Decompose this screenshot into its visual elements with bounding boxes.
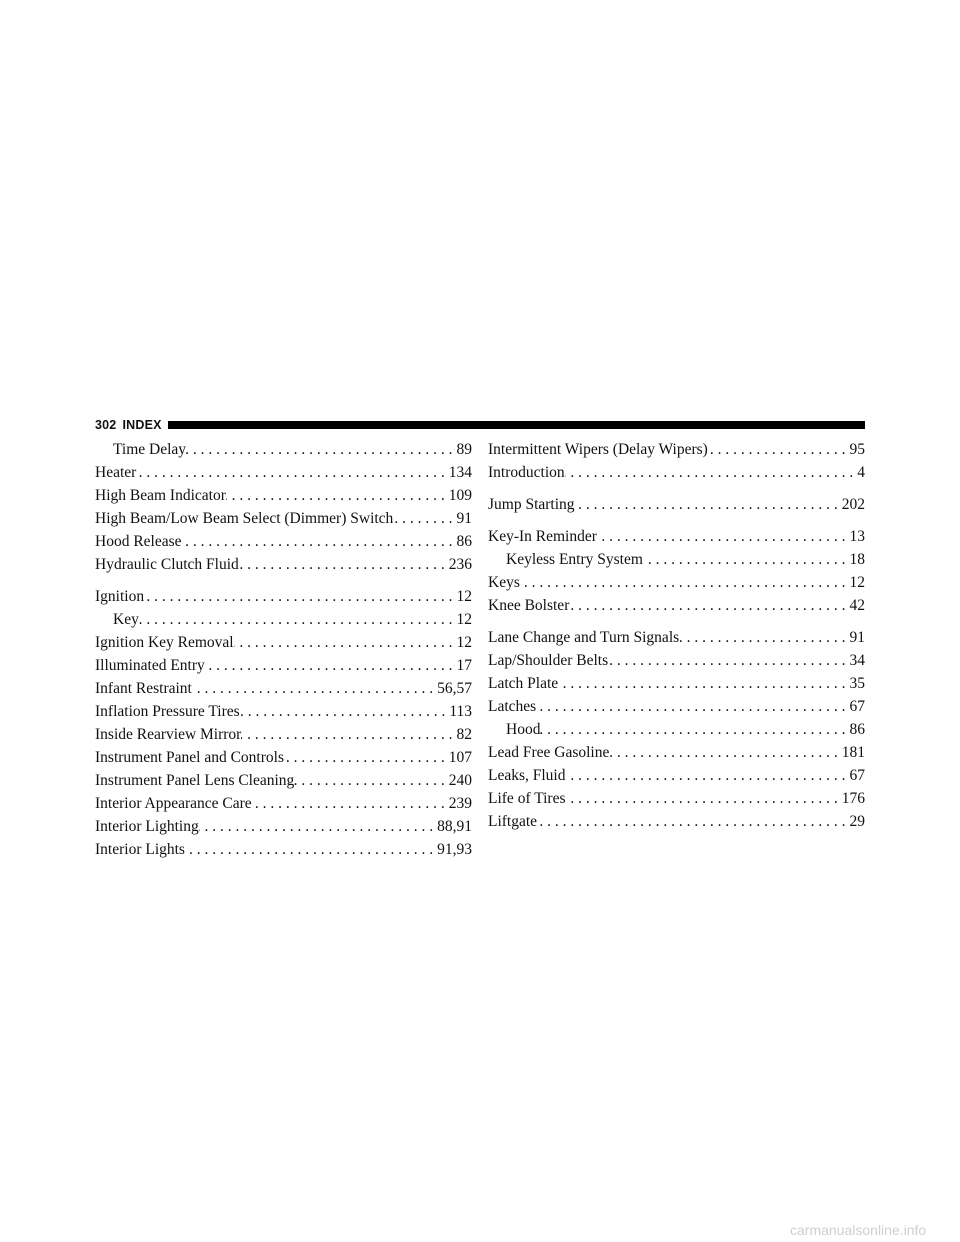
- index-entry: [488, 695, 865, 718]
- dot-leader: [144, 585, 456, 608]
- index-entry: [488, 649, 865, 672]
- index-subentry: [488, 548, 865, 571]
- entry-page-number: 240: [448, 772, 472, 789]
- entry-term: Key-In Reminder: [488, 528, 597, 545]
- entry-page-number: 34: [849, 652, 865, 669]
- index-entry: [95, 553, 472, 576]
- entry-term: Interior Lights: [95, 841, 185, 858]
- dot-leader: [234, 631, 457, 654]
- entry-page-number: 107: [448, 749, 472, 766]
- entry-gap: [95, 576, 472, 585]
- entry-page-number: 86: [456, 533, 472, 550]
- dot-leader: [186, 438, 456, 461]
- entry-term: Inside Rearview Mirror: [95, 726, 242, 743]
- entry-page-number: 4: [857, 464, 865, 481]
- entry-page-number: 91,93: [437, 841, 472, 858]
- entry-page-number: 91: [849, 629, 865, 646]
- index-entry: [488, 764, 865, 787]
- index-entry: [488, 438, 865, 461]
- entry-page-number: 113: [449, 703, 472, 720]
- index-entry: [488, 461, 865, 484]
- dot-leader: [393, 507, 456, 530]
- entry-term: Infant Restraint: [95, 680, 192, 697]
- entry-page-number: 176: [841, 790, 865, 807]
- entry-term: Ignition Key Removal: [95, 634, 234, 651]
- entry-term: Lane Change and Turn Signals: [488, 629, 680, 646]
- watermark[interactable]: carmanualsonline.info: [790, 1222, 927, 1238]
- dot-leader: [241, 723, 456, 746]
- section-title: INDEX: [122, 418, 162, 432]
- entry-page-number: 29: [849, 813, 865, 830]
- entry-page-number: 67: [849, 767, 865, 784]
- entry-term: Key: [113, 611, 139, 628]
- dot-leader: [566, 764, 850, 787]
- index-column-left: [95, 438, 472, 861]
- dot-leader: [609, 741, 841, 764]
- index-entry: [488, 493, 865, 516]
- entry-page-number: 67: [849, 698, 865, 715]
- index-entry: [488, 571, 865, 594]
- entry-term: Interior Appearance Care: [95, 795, 252, 812]
- entry-page-number: 89: [456, 441, 472, 458]
- index-entry: [95, 530, 472, 553]
- dot-leader: [708, 438, 850, 461]
- index-subentry: [488, 718, 865, 741]
- entry-page-number: 86: [849, 721, 865, 738]
- index-entry: [488, 810, 865, 833]
- index-column-right: [488, 438, 865, 833]
- entry-term: Knee Bolster: [488, 597, 570, 614]
- entry-page-number: 202: [841, 496, 865, 513]
- page-header: [95, 416, 865, 434]
- entry-page-number: 109: [448, 487, 472, 504]
- entry-term: Leaks, Fluid: [488, 767, 566, 784]
- entry-page-number: 181: [841, 744, 865, 761]
- index-entry: [488, 626, 865, 649]
- entry-gap: [488, 516, 865, 525]
- dot-leader: [575, 493, 842, 516]
- entry-page-number: 82: [456, 726, 472, 743]
- entry-term: Instrument Panel Lens Cleaning: [95, 772, 295, 789]
- index-entry: [95, 700, 472, 723]
- page-number: 302: [95, 418, 117, 432]
- entry-term: Intermittent Wipers (Delay Wipers): [488, 441, 708, 458]
- entry-term: Hydraulic Clutch Fluid: [95, 556, 239, 573]
- entry-term: Jump Starting: [488, 496, 575, 513]
- index-subentry: [95, 608, 472, 631]
- entry-page-number: 95: [849, 441, 865, 458]
- dot-leader: [192, 677, 437, 700]
- entry-term: Time Delay: [113, 441, 187, 458]
- index-entry: [95, 585, 472, 608]
- header-label: [95, 416, 168, 434]
- entry-term: Lap/Shoulder Belts: [488, 652, 609, 669]
- dot-leader: [597, 525, 850, 548]
- dot-leader: [182, 530, 457, 553]
- entry-term: Hood Release: [95, 533, 182, 550]
- dot-leader: [520, 571, 850, 594]
- index-entry: [95, 631, 472, 654]
- dot-leader: [566, 787, 842, 810]
- entry-page-number: 42: [849, 597, 865, 614]
- entry-term: Keyless Entry System: [506, 551, 643, 568]
- index-entry: [95, 677, 472, 700]
- entry-term: Introduction: [488, 464, 565, 481]
- index-entry: [95, 838, 472, 861]
- entry-term: Latch Plate: [488, 675, 559, 692]
- dot-leader: [252, 792, 449, 815]
- entry-page-number: 12: [849, 574, 865, 591]
- entry-page-number: 56,57: [437, 680, 472, 697]
- dot-leader: [284, 746, 449, 769]
- entry-page-number: 13: [849, 528, 865, 545]
- entry-term: Inflation Pressure Tires: [95, 703, 240, 720]
- entry-page-number: 88,91: [437, 818, 472, 835]
- dot-leader: [136, 461, 448, 484]
- dot-leader: [205, 654, 457, 677]
- index-entry: [488, 672, 865, 695]
- entry-page-number: 12: [456, 588, 472, 605]
- entry-term: Hood: [506, 721, 541, 738]
- entry-term: Life of Tires: [488, 790, 566, 807]
- entry-page-number: 236: [448, 556, 472, 573]
- dot-leader: [540, 718, 849, 741]
- dot-leader: [199, 815, 437, 838]
- index-subentry: [95, 438, 472, 461]
- index-entry: [95, 461, 472, 484]
- dot-leader: [239, 553, 449, 576]
- dot-leader: [565, 461, 858, 484]
- entry-term: Keys: [488, 574, 520, 591]
- entry-page-number: 239: [448, 795, 472, 812]
- entry-page-number: 17: [456, 657, 472, 674]
- index-entry: [488, 741, 865, 764]
- index-entry: [95, 815, 472, 838]
- index-entry: [488, 525, 865, 548]
- entry-page-number: 12: [456, 611, 472, 628]
- entry-term: Illuminated Entry: [95, 657, 205, 674]
- entry-page-number: 18: [849, 551, 865, 568]
- index-entry: [95, 769, 472, 792]
- dot-leader: [679, 626, 849, 649]
- index-entry: [488, 787, 865, 810]
- entry-term: Liftgate: [488, 813, 538, 830]
- entry-term: High Beam Indicator: [95, 487, 226, 504]
- dot-leader: [240, 700, 450, 723]
- entry-page-number: 91: [456, 510, 472, 527]
- dot-leader: [558, 672, 849, 695]
- dot-leader: [536, 695, 849, 718]
- entry-gap: [488, 484, 865, 493]
- dot-leader: [185, 838, 437, 861]
- dot-leader: [537, 810, 849, 833]
- entry-term: Interior Lighting: [95, 818, 199, 835]
- dot-leader: [139, 608, 457, 631]
- index-entry: [95, 654, 472, 677]
- entry-term: Ignition: [95, 588, 145, 605]
- entry-page-number: 12: [456, 634, 472, 651]
- entry-page-number: 35: [849, 675, 865, 692]
- dot-leader: [643, 548, 850, 571]
- index-entry: [95, 507, 472, 530]
- index-entry: [95, 746, 472, 769]
- entry-term: Lead Free Gasoline: [488, 744, 610, 761]
- index-entry: [95, 792, 472, 815]
- entry-gap: [488, 617, 865, 626]
- entry-page-number: 134: [448, 464, 472, 481]
- entry-term: High Beam/Low Beam Select (Dimmer) Switch: [95, 510, 394, 527]
- index-entry: [95, 723, 472, 746]
- dot-leader: [294, 769, 448, 792]
- header-rule: [168, 421, 865, 429]
- dot-leader: [608, 649, 849, 672]
- dot-leader: [569, 594, 849, 617]
- dot-leader: [226, 484, 449, 507]
- entry-term: Heater: [95, 464, 137, 481]
- entry-term: Latches: [488, 698, 537, 715]
- index-entry: [95, 484, 472, 507]
- index-entry: [488, 594, 865, 617]
- entry-term: Instrument Panel and Controls: [95, 749, 284, 766]
